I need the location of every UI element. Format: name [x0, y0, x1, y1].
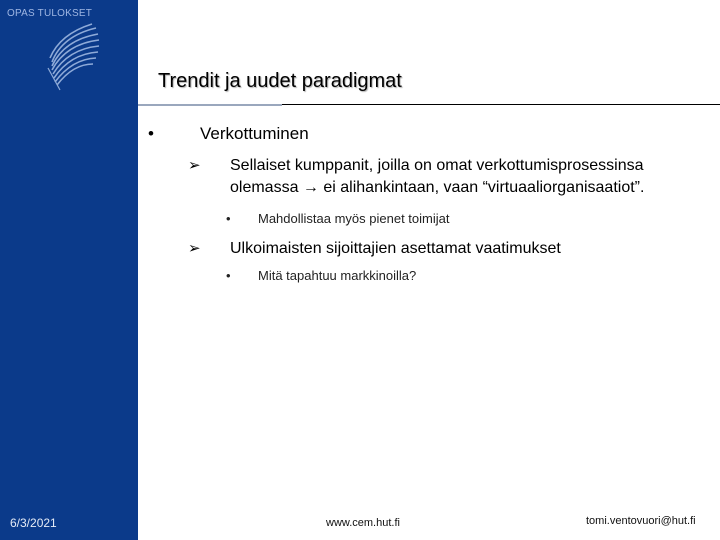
arrowhead-bullet-icon: ➢ [188, 240, 201, 257]
subsub-bullet-text: Mitä tapahtuu markkinoilla? [258, 268, 417, 283]
arrowhead-bullet-icon: ➢ [188, 157, 201, 174]
logo-icon [40, 22, 102, 94]
slide-title: Trendit ja uudet paradigmat [158, 70, 402, 92]
footer-email: tomi.ventovuori@hut.fi [586, 515, 696, 527]
dot-bullet-icon: • [226, 211, 231, 226]
title-divider-accent [138, 104, 282, 106]
brand-text: OPAS TULOKSET [7, 8, 93, 19]
footer-url: www.cem.hut.fi [326, 517, 400, 529]
subbullet-text [230, 155, 644, 199]
subsub-bullet-text: Mahdollistaa myös pienet toimijat [258, 211, 450, 226]
subbullet-text-line1: Sellaiset kumppanit, joilla on omat verkottumisprosessinsa [230, 157, 644, 174]
dot-bullet-icon: • [148, 124, 154, 143]
slide-date: 6/3/2021 [10, 516, 57, 530]
subbullet-text-line2: olemassa → ei alihankintaan, vaan “virtuaaliorganisaatiot”. [230, 179, 645, 196]
dot-bullet-icon: • [226, 268, 231, 283]
sidebar [0, 0, 138, 540]
bullet-text: Verkottuminen [200, 124, 309, 143]
subbullet-text: Ulkoimaisten sijoittajien asettamat vaatimukset [230, 240, 561, 257]
